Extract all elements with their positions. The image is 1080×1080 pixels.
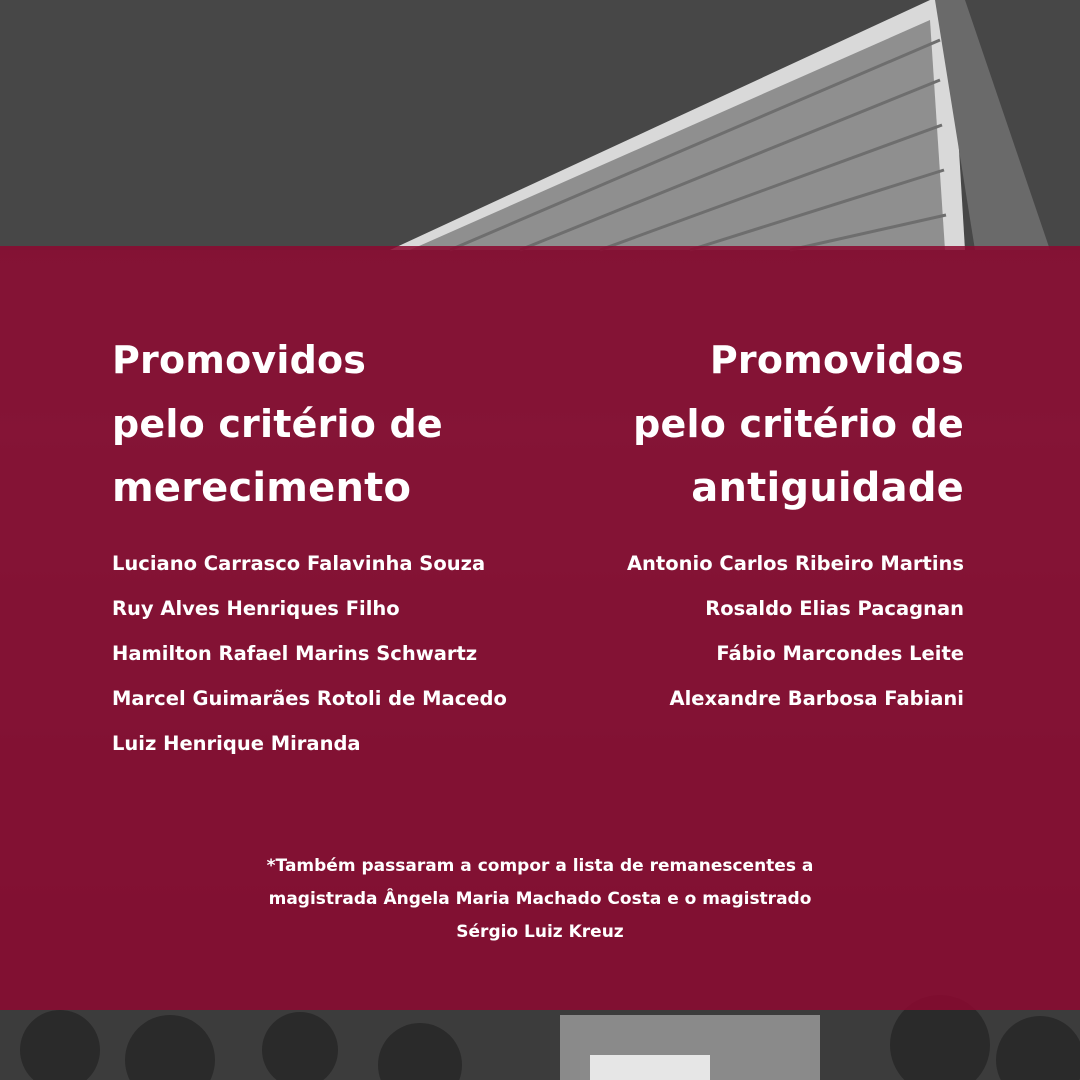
seniority-name: Rosaldo Elias Pacagnan <box>705 597 964 620</box>
seniority-name: Fábio Marcondes Leite <box>716 642 964 665</box>
merit-name: Luiz Henrique Miranda <box>112 732 361 755</box>
footnote-line3: Sérgio Luiz Kreuz <box>456 922 624 942</box>
merit-names-list <box>112 541 507 766</box>
seniority-name: Antonio Carlos Ribeiro Martins <box>626 552 964 575</box>
seniority-title-line1: Promovidos <box>709 338 964 382</box>
footnote-line2: magistrada Ângela Maria Machado Costa e o magistrado <box>268 889 812 909</box>
merit-name: Luciano Carrasco Falavinha Souza <box>112 552 486 575</box>
merit-title <box>112 328 443 520</box>
footnote-line1: *Também passaram a compor a lista de remanescentes a <box>266 856 814 876</box>
seniority-names-list <box>627 541 964 721</box>
merit-name: Ruy Alves Henriques Filho <box>112 597 400 620</box>
merit-name: Hamilton Rafael Marins Schwartz <box>112 642 478 665</box>
merit-title-line1: Promovidos <box>112 338 367 382</box>
footnote <box>190 850 890 949</box>
seniority-title <box>633 328 964 520</box>
seniority-title-line2: pelo critério de <box>633 402 964 446</box>
seniority-title-line3: antiguidade <box>691 465 964 511</box>
seniority-name: Alexandre Barbosa Fabiani <box>669 687 964 710</box>
merit-name: Marcel Guimarães Rotoli de Macedo <box>112 687 507 710</box>
merit-title-line3: merecimento <box>112 465 412 511</box>
merit-title-line2: pelo critério de <box>112 402 443 446</box>
